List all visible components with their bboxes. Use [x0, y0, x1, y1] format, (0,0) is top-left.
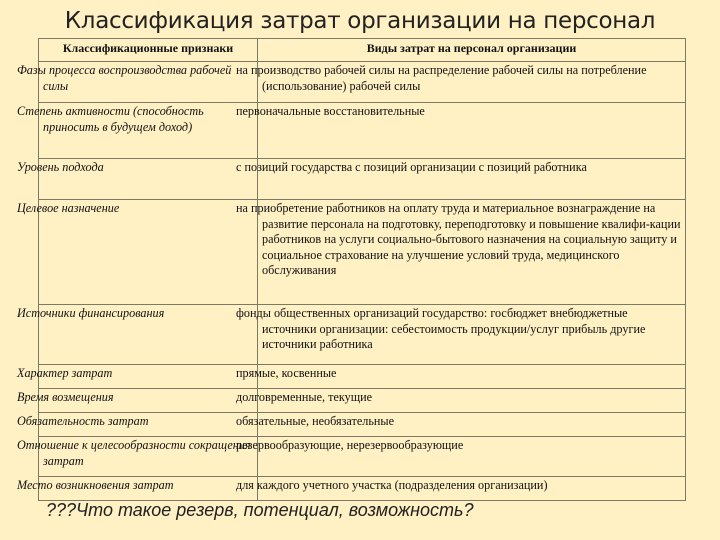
page-title: Классификация затрат организации на персонал — [64, 8, 656, 34]
cost-types-cell: с позиций государства с позиций организации с позиций работника — [258, 159, 686, 200]
table-row — [39, 365, 686, 389]
cost-types-cell: прямые, косвенные — [258, 365, 686, 389]
table-row — [39, 200, 686, 305]
table-row — [39, 305, 686, 365]
table-row — [39, 159, 686, 200]
cost-types-cell: на приобретение работников на оплату труда и материальное вознаграждение на развитие персонала на подготовку, переподготовку и повышение квалифи-кации работников на услуги социально-бытового назначения на социальную защиту и социальное страхование на улучшение условий труда, медицинского обслуживания — [258, 200, 686, 305]
criterion-cell: Обязательность затрат — [39, 413, 258, 437]
cost-types-cell: первоначальные восстановительные — [258, 103, 686, 159]
footer-question: ???Что такое резерв, потенциал, возможность? — [46, 500, 474, 520]
criterion-cell: Источники финансирования — [39, 305, 258, 365]
criterion-cell: Целевое назначение — [39, 200, 258, 305]
table-row — [39, 103, 686, 159]
cost-types-cell: для каждого учетного участка (подразделения организации) — [258, 477, 686, 501]
criterion-cell: Степень активности (способность приносить в будущем доход) — [39, 103, 258, 159]
cost-classification-table — [17, 38, 686, 501]
table-row — [39, 413, 686, 437]
criterion-cell: Характер затрат — [39, 365, 258, 389]
cost-types-cell: на производство рабочей силы на распределение рабочей силы на потребление (использование) рабочей силы — [258, 62, 686, 103]
table-row — [39, 437, 686, 477]
table-row — [39, 477, 686, 501]
cost-types-cell: резервообразующие, нерезервообразующие — [258, 437, 686, 477]
cost-types-cell: долговременные, текущие — [258, 389, 686, 413]
criterion-cell: Уровень подхода — [39, 159, 258, 200]
header-criteria: Классификационные признаки — [39, 39, 258, 62]
criterion-cell: Место возникновения затрат — [39, 477, 258, 501]
header-cost-types: Виды затрат на персонал организации — [258, 39, 686, 62]
criterion-cell: Отношение к целесообразности сокращения затрат — [39, 437, 258, 477]
criterion-cell: Время возмещения — [39, 389, 258, 413]
table-row — [39, 62, 686, 103]
criterion-cell: Фазы процесса воспроизводства рабочей силы — [39, 62, 258, 103]
cost-types-cell: фонды общественных организаций государство: госбюджет внебюджетные источники организации: себестоимость продукции/услуг прибыль другие источники работника — [258, 305, 686, 365]
table-row — [39, 389, 686, 413]
cost-types-cell: обязательные, необязательные — [258, 413, 686, 437]
table-header-row — [39, 39, 686, 62]
